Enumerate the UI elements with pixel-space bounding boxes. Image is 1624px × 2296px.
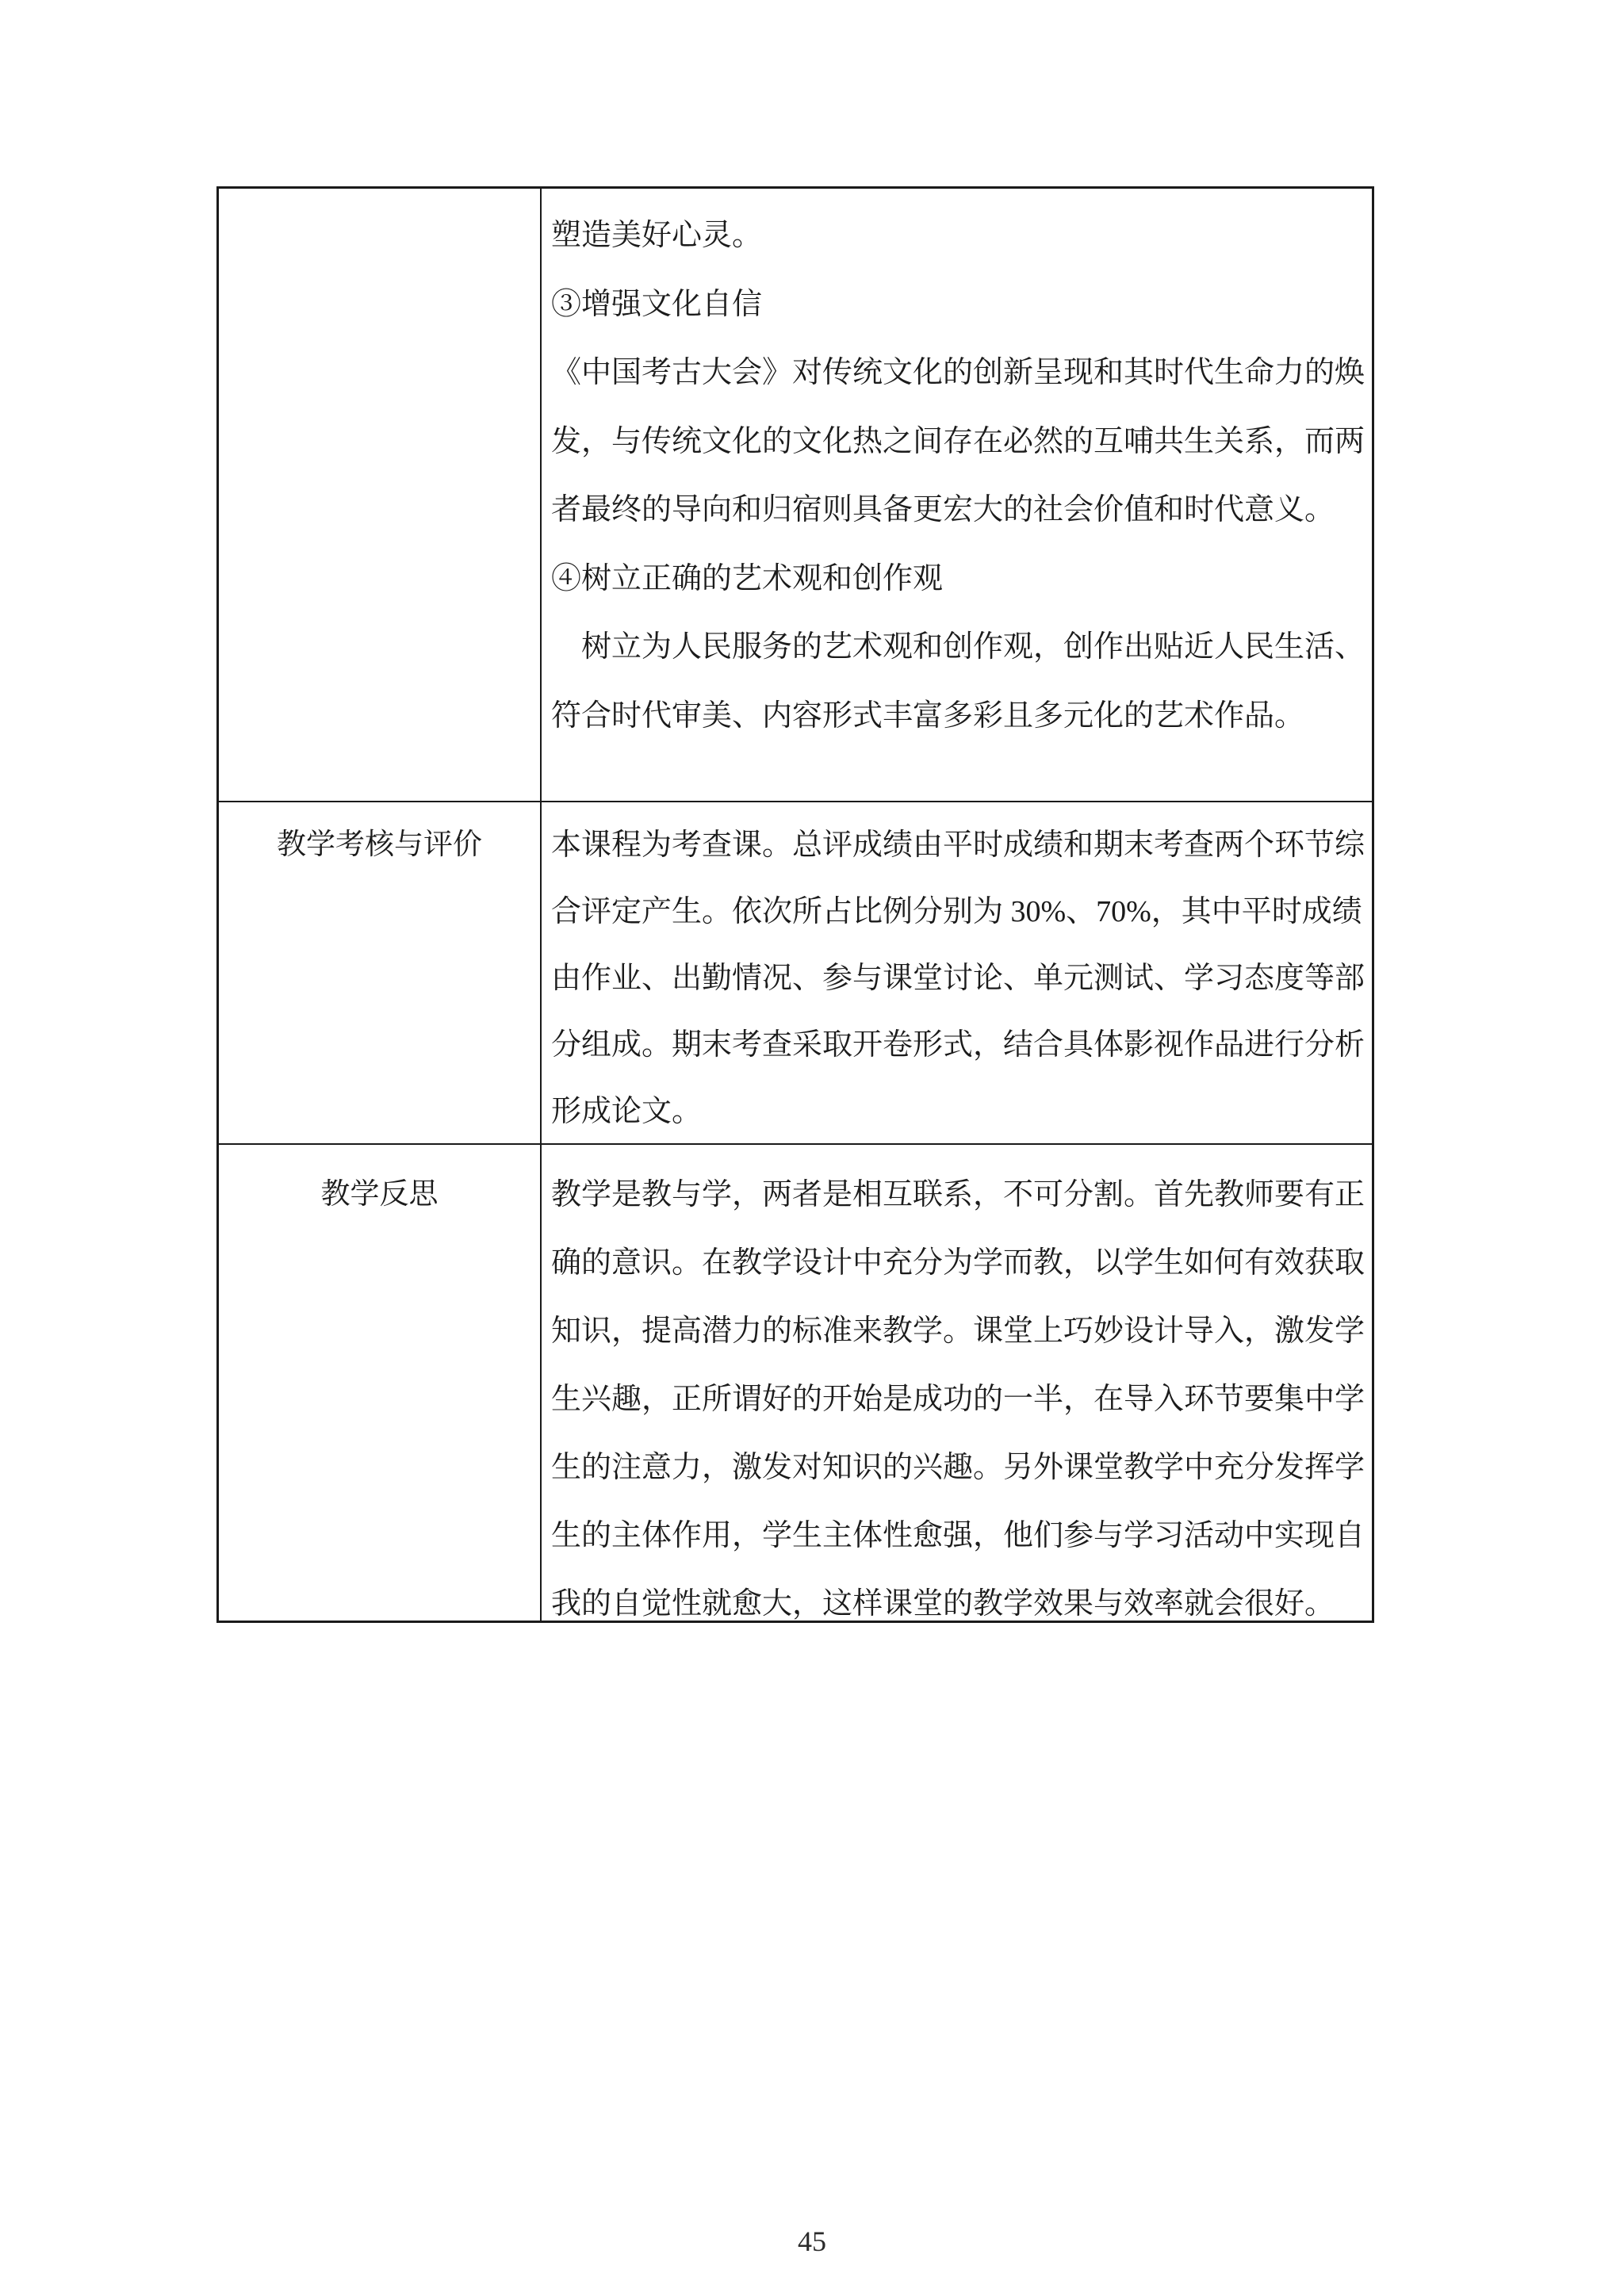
- text-line: 发，与传统文化的文化热之间存在必然的互哺共生关系，而两: [551, 424, 1365, 458]
- text-line: 教学是教与学，两者是相互联系，不可分割。首先教师要有正: [551, 1178, 1365, 1211]
- text-line: 塑造美好心灵。: [551, 219, 763, 252]
- text-line: ④树立正确的艺术观和创作观: [551, 561, 944, 595]
- row-label-cell: [219, 802, 542, 1143]
- row-content-cell: [542, 1145, 1372, 1621]
- text-line: ③增强文化自信: [551, 287, 763, 321]
- text-line: 本课程为考查课。总评成绩由平时成绩和期末考查两个环节综: [551, 828, 1365, 862]
- text-line: 我的自觉性就愈大，这样课堂的教学效果与效率就会很好。: [551, 1587, 1335, 1621]
- row-label-cell: [219, 189, 542, 801]
- text-line: 分组成。期末考查采取开卷形式，结合具体影视作品进行分析: [551, 1028, 1365, 1062]
- text-line: 由作业、出勤情况、参与课堂讨论、单元测试、学习态度等部: [551, 962, 1365, 995]
- text-line: 符合时代审美、内容形式丰富多彩且多元化的艺术作品。: [551, 698, 1305, 733]
- table-row: [219, 1143, 1372, 1621]
- text-line: 生兴趣，正所谓好的开始是成功的一半，在导入环节要集中学: [551, 1383, 1365, 1416]
- text-line: 确的意识。在教学设计中充分为学而教，以学生如何有效获取: [551, 1246, 1365, 1280]
- course-info-table: [216, 186, 1374, 1623]
- row-content-cell: [542, 189, 1372, 801]
- text-line: 者最终的导向和归宿则具备更宏大的社会价值和时代意义。: [551, 493, 1335, 526]
- row-content-cell: [542, 802, 1372, 1143]
- table-row: [219, 189, 1372, 801]
- text-line: 知识，提高潜力的标准来教学。课堂上巧妙设计导入，激发学: [551, 1314, 1365, 1348]
- table-row: [219, 801, 1372, 1143]
- text-line: 形成论文。: [551, 1095, 703, 1128]
- text-line: 《中国考古大会》对传统文化的创新呈现和其时代生命力的焕: [551, 356, 1365, 389]
- text-line: 合评定产生。依次所占比例分别为 30%、70%，其中平时成绩: [551, 895, 1362, 928]
- row-label-cell: [219, 1145, 542, 1621]
- row-label: 教学反思: [320, 1178, 439, 1211]
- text-line: 生的注意力，激发对知识的兴趣。另外课堂教学中充分发挥学: [551, 1451, 1365, 1484]
- text-line: 生的主体作用，学生主体性愈强，他们参与学习活动中实现自: [551, 1519, 1365, 1552]
- page-number: 45: [798, 2225, 826, 2257]
- row-label: 教学考核与评价: [277, 828, 482, 861]
- text-line: 树立为人民服务的艺术观和创作观，创作出贴近人民生活、: [551, 630, 1365, 664]
